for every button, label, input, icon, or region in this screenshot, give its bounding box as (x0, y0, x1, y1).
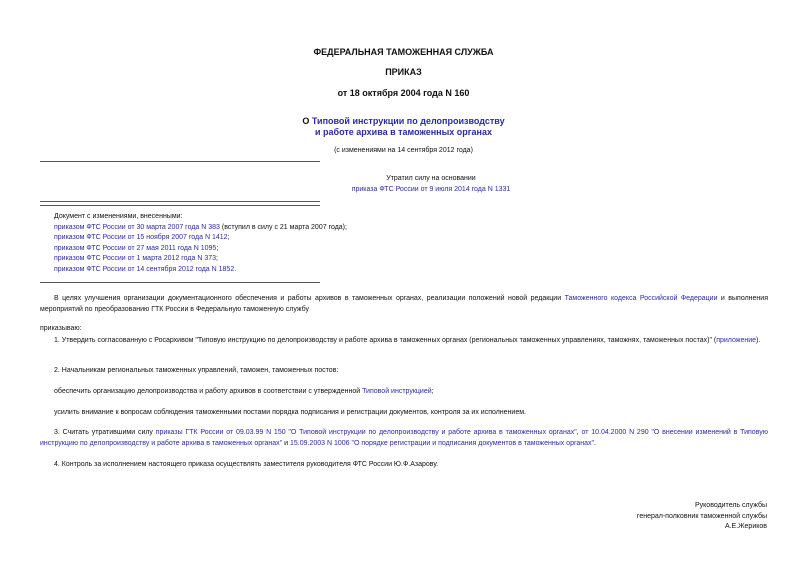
void-notice-link[interactable]: приказа ФТС России от 9 июля 2014 года N 1331 (351, 185, 511, 193)
divider (40, 205, 320, 206)
paragraph-4: 4. Контроль за исполнением настоящего приказа осуществлять заместителя руководителя ФТС России Ю.Ф.Азарову. (54, 461, 439, 468)
divider (40, 282, 320, 283)
paragraph-2b: усилить внимание к вопросам соблюдения таможенными постами порядка подписания и регистрации документов, контроля за их исполнением. (54, 409, 526, 416)
document-title (0, 116, 807, 138)
signature-name: А.Е.Жериков (724, 523, 767, 530)
order-290-link[interactable]: от 10.04.2000 N 290 "О внесении изменений в Типовую инструкцию по делопроизводству и работе архива в таможенных органах" (40, 429, 769, 447)
signature-block (637, 501, 767, 533)
amendments-block (54, 212, 347, 276)
title-link-line1[interactable]: Типовой инструкции по делопроизводству (311, 116, 505, 126)
title-prefix: О (302, 116, 312, 126)
amendment-link[interactable]: приказом ФТС России от 15 ноября 2007 года N 1412 (54, 234, 228, 242)
divider (40, 161, 320, 162)
document-type: ПРИКАЗ (385, 67, 422, 77)
list-item: приказом ФТС России от 1 марта 2012 года N 373; (54, 255, 218, 263)
intro-paragraph: В целях улучшения организации документационного обеспечения и работы архивов в таможенных органах, реализации положений новой редакции Таможенного кодекса Российской Федерации и выполнения мероприятий по преобразованию ГТК России в Федеральную таможенную службу (40, 295, 768, 313)
document-date-number: от 18 октября 2004 года N 160 (337, 88, 470, 98)
title-link-line2[interactable]: и работе архива в таможенных органах (314, 127, 493, 137)
agency-name: ФЕДЕРАЛЬНАЯ ТАМОЖЕННАЯ СЛУЖБА (313, 47, 494, 57)
edition-note: (с изменениями на 14 сентября 2012 года) (334, 147, 473, 154)
order-150-link[interactable]: приказы ГТК России от 09.03.99 N 150 "О Типовой инструкции по делопроизводству и работе архива в таможенных органах" (155, 429, 577, 436)
instruction-link[interactable]: Типовой инструкцией (362, 388, 432, 395)
paragraph-3: 3. Считать утратившими силу приказы ГТК России от 09.03.99 N 150 "О Типовой инструкции по делопроизводству и работе архива в таможенных органах", от 10.04.2000 N 290 "О внесении изменений в Типовую инструкцию по делопроизводству и работе архива в таможенных органах" и 15.09.2003 N 1006 "О порядке регистрации и подписания документов в таможенных органах". (40, 429, 769, 447)
divider (40, 201, 320, 202)
order-1006-link[interactable]: 15.09.2003 N 1006 "О порядке регистрации и подписания документов в таможенных органах" (289, 439, 594, 447)
customs-code-link[interactable]: Таможенного кодекса Российской Федерации (564, 295, 718, 302)
list-item: приказом ФТС России от 15 ноября 2007 года N 1412; (54, 234, 230, 242)
paragraph-2: 2. Начальникам региональных таможенных управлений, таможен, таможенных постов: (54, 367, 339, 374)
paragraph-1: 1. Утвердить согласованную с Росархивом "Типовую инструкцию по делопроизводству и работе архива в таможенных органах (региональных таможенных управлениях, таможнях, таможенных постах)" (приложение). (54, 337, 761, 344)
list-item: приказом ФТС России от 27 мая 2011 года N 1095; (54, 244, 219, 252)
list-item: приказом ФТС России от 30 марта 2007 года N 383 (вступил в силу с 21 марта 2007 года); (54, 223, 347, 231)
amendment-link[interactable]: приказом ФТС России от 14 сентября 2012 года N 1852 (54, 265, 235, 273)
void-notice (321, 174, 541, 195)
paragraph-2a: обеспечить организацию делопроизводства и работу архивов в соответствии с утвержденной Типовой инструкцией; (54, 388, 434, 395)
amendments-heading: Документ с изменениями, внесенными: (54, 213, 183, 220)
amendment-link[interactable]: приказом ФТС России от 1 марта 2012 года N 373 (54, 255, 217, 263)
amendment-link[interactable]: приказом ФТС России от 30 марта 2007 года N 383 (54, 223, 220, 231)
signature-rank: генерал-полковник таможенной службы (636, 512, 767, 520)
amendment-link[interactable]: приказом ФТС России от 27 мая 2011 года N 1095 (54, 244, 217, 252)
list-item: приказом ФТС России от 14 сентября 2012 года N 1852. (54, 265, 237, 273)
void-notice-text: Утратил силу на основании (386, 175, 476, 182)
appendix-link[interactable]: приложение (716, 337, 757, 344)
signature-position: Руководитель службы (694, 502, 767, 509)
order-word: приказываю: (40, 325, 82, 332)
